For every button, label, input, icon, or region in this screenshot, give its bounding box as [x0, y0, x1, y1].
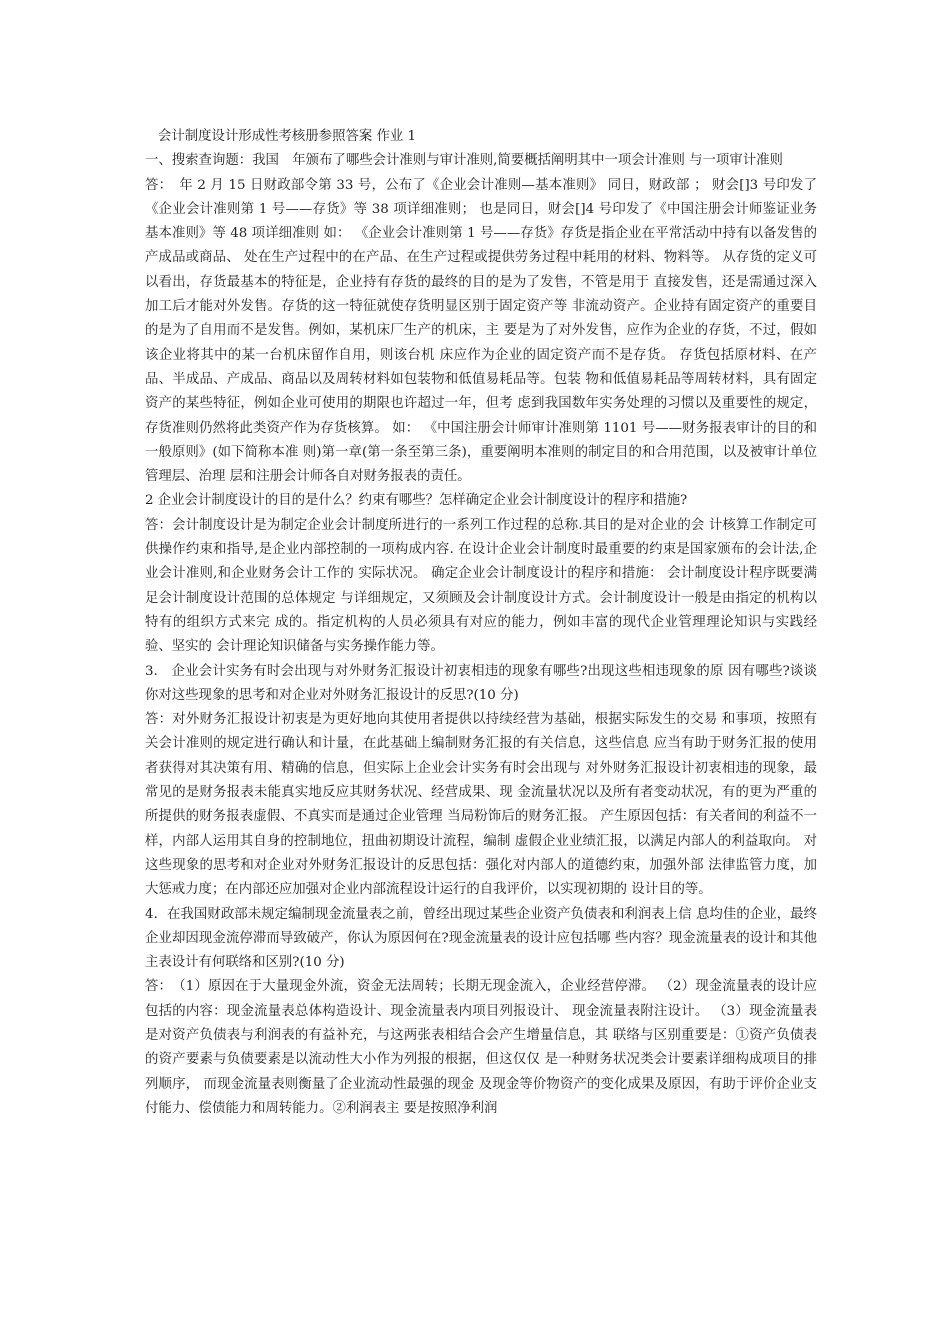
answer-4: 答： （1）原因在于大量现金外流，资金无法周转；长期无现金流入，企业经营停滞。 （2）现金流量表的设计应包括的内容：现金流量表总体构造设计、现金流量表内项目列报设计、 现金流量表附注设计。 （3）现金流量表是对资产负债表与利润表的有益补充，与这两张表相结合会产生增量信息，其 联络与区别重要是：①资产负债表的资产要素与负债要素是以流动性大小作为列报的根据，但这仅仅 是一种财务状况类会计要素详细构成项目的排列顺序， 而现金流量表则衡量了企业流动性最强的现金 及现金等价物资产的变化成果及原因，有助于评价企业支付能力、偿债能力和周转能力。②利润表主 要是按照净利润 — [145, 979, 817, 1116]
answer-3: 答：对外财务汇报设计初衷是为更好地向其使用者提供以持续经营为基础，根据实际发生的交易 和事项，按照有关会计准则的规定进行确认和计量，在此基础上编制财务汇报的有关信息，这些信息 应当有助于财务汇报的使用者获得对其决策有用、精确的信息，但实际上企业会计实务有时会出现与 对外财务汇报设计初衷相违的现象，最常见的是财务报表未能真实地反应其财务状况、经营成果、现 金流量状况以及所有者变动状况，有的更为严重的所提供的财务报表虚假、不真实而是通过企业管理 当局粉饰后的财务汇报。 产生原因包括：有关者间的利益不一样，内部人运用其自身的控制地位，扭曲初期设计流程，编制 虚假企业业绩汇报，以满足内部人的利益取向。 对这些现象的思考和对企业对外财务汇报设计的反思包括：强化对内部人的道德约束，加强外部 法律监管力度，加大惩戒力度；在内部还应加强对企业内部流程设计运行的自我评价，以实现初期的 设计目的等。 — [145, 712, 817, 898]
answer-2: 答：会计制度设计是为制定企业会计制度所进行的一系列工作过程的总称.其目的是对企业的会 计核算工作制定可供操作约束和指导,是企业内部控制的一项构成内容. 在设计企业会计制度时最重要的约束是国家颁布的会计法,企业会计准则,和企业财务会计工作的 实际状况。 确定企业会计制度设计的程序和措施： 会计制度设计程序既要满足会计制度设计范围的总体规定 与详细规定，又须顾及会计制度设计方式。会计制度设计一般是由指定的机构以特有的组织方式来完 成的。指定机构的人员必须具有对应的能力，例如丰富的现代企业管理理论知识与实践经验、坚实的 会计理论知识储备与实务操作能力等。 — [145, 517, 817, 655]
question-1: 一、搜索查询题：我国 年颁布了哪些会计准则与审计准则,简要概括阐明其中一项会计准则 与一项审计准则 — [145, 153, 783, 169]
question-2: 2 企业会计制度设计的目的是什么？约束有哪些？怎样确定企业会计制度设计的程序和措施? — [145, 493, 688, 509]
question-3: 3. 企业会计实务有时会出现与对外财务汇报设计初衷相违的现象有哪些?出现这些相违现象的原 因有哪些?谈谈你对这些现象的思考和对企业对外财务汇报设计的反思?(10 分) — [145, 663, 817, 703]
answer-1: 答： 年 2 月 15 日财政部令第 33 号，公布了《企业会计准则—基本准则》 同日，财政部 ； 财会[]3 号印发了《企业会计准则第 1 号——存货》等 38 项详细准则； 也是同日，财会[]4 号印发了《中国注册会计师鉴证业务基本准则》等 48 项详细准则 如： 《企业会计准则第 1 号——存货》存货是指企业在平常活动中持有以备发售的产成品或商品、 处在生产过程中的在产品、在生产过程或提供劳务过程中耗用的材料、物料等。 从存货的定义可以看出，存货最基本的特征是，企业持有存货的最终的目的是为了发售，不管是用于 直接发售，还是需通过深入加工后才能对外发售。存货的这一特征就使存货明显区别于固定资产等 非流动资产。企业持有固定资产的重要目的是为了自用而不是发售。例如，某机床厂生产的机床，主 要是为了对外发售，应作为企业的存货，不过，假如该企业将其中的某一台机床留作自用，则该台机 床应作为企业的固定资产而不是存货。 存货包括原材料、在产品、半成品、产成品、商品以及周转材料如包装物和低值易耗品等。包装 物和低值易耗品等周转材料，具有固定资产的某些特征，例如企业可使用的期限也许超过一年，但考 虑到我国数年实务处理的习惯以及重要性的规定，存货准则仍然将此类资产作为存货核算。 如： 《中国注册会计师审计准则第 1101 号——财务报表审计的目的和一般原则》(如下简称本准 则)第一章(第一条至第三条)，重要阐明本准则的制定目的和合用范围，以及被审计单位管理层、治理 层和注册会计师各自对财务报表的责任。 — [145, 177, 817, 485]
question-4: 4．在我国财政部未规定编制现金流量表之前，曾经出现过某些企业资产负债表和利润表上信 息均佳的企业，最终企业却因现金流停滞而导致破产，你认为原因何在?现金流量表的设计应包括哪 些内容？现金流量表的设计和其他主表设计有何联络和区别?(10 分) — [145, 906, 817, 971]
document-page — [145, 125, 817, 1121]
document-title: 会计制度设计形成性考核册参照答案 作业 1 — [158, 129, 417, 144]
